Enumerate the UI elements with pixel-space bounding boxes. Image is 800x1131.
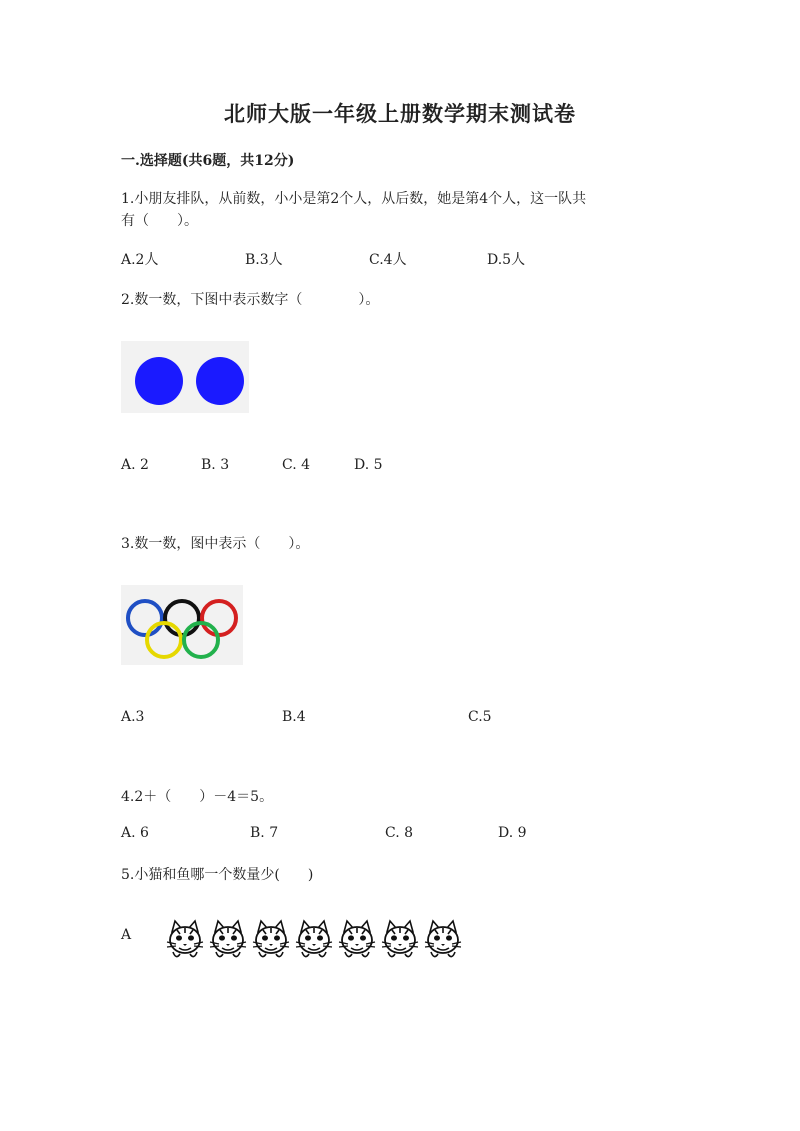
question-3-stem: 3.数一数，图中表示（ ）。 <box>121 536 310 552</box>
question-3-option-a: A.3 <box>121 709 145 725</box>
cat-face-icon <box>296 921 332 957</box>
ring-yellow <box>147 623 181 657</box>
question-1-stem-line2: 有（ ）。 <box>121 213 198 229</box>
question-3-option-b: B.4 <box>282 709 306 725</box>
question-4-stem: 4.2＋（ ）－4＝5。 <box>121 789 274 805</box>
blue-dot-2 <box>196 357 244 405</box>
question-4-option-a: A. 6 <box>121 825 149 841</box>
blue-dot-1 <box>135 357 183 405</box>
question-2-option-a: A. 2 <box>121 457 149 473</box>
question-2-option-b: B. 3 <box>201 457 230 473</box>
cat-face-icon <box>167 921 203 957</box>
question-1-option-b: B.3人 <box>245 252 283 268</box>
ring-green <box>184 623 218 657</box>
page-title: 北师大版一年级上册数学期末测试卷 <box>224 101 576 126</box>
question-2-option-d: D. 5 <box>354 457 383 473</box>
question-1-option-d: D.5人 <box>487 252 526 268</box>
ring-black <box>165 601 199 635</box>
question-3-option-c: C.5 <box>468 709 492 725</box>
question-5-stem: 5.小猫和鱼哪一个数量少( ) <box>121 867 314 883</box>
cats-image <box>164 918 468 962</box>
question-4-option-b: B. 7 <box>250 825 279 841</box>
cat-face-icon <box>382 921 418 957</box>
ring-red <box>202 601 236 635</box>
ring-blue <box>128 601 162 635</box>
cat-face-icon <box>210 921 246 957</box>
question-2-option-c: C. 4 <box>282 457 311 473</box>
question-4-option-c: C. 8 <box>385 825 414 841</box>
cat-face-icon <box>425 921 461 957</box>
olympic-rings-image <box>121 585 243 665</box>
question-5-option-a-label: A <box>121 927 132 943</box>
question-2-stem: 2.数一数，下图中表示数字（ ）。 <box>121 292 380 308</box>
cat-face-icon <box>253 921 289 957</box>
cat-face-icon <box>339 921 375 957</box>
question-4-option-d: D. 9 <box>498 825 527 841</box>
section-heading: 一.选择题(共6题，共12分) <box>121 153 295 169</box>
question-1-stem-line1: 1.小朋友排队，从前数，小小是第2个人，从后数，她是第4个人，这一队共 <box>121 191 587 207</box>
two-blue-dots-image <box>121 341 249 413</box>
question-1-option-c: C.4人 <box>369 252 407 268</box>
question-1-option-a: A.2人 <box>121 252 159 268</box>
